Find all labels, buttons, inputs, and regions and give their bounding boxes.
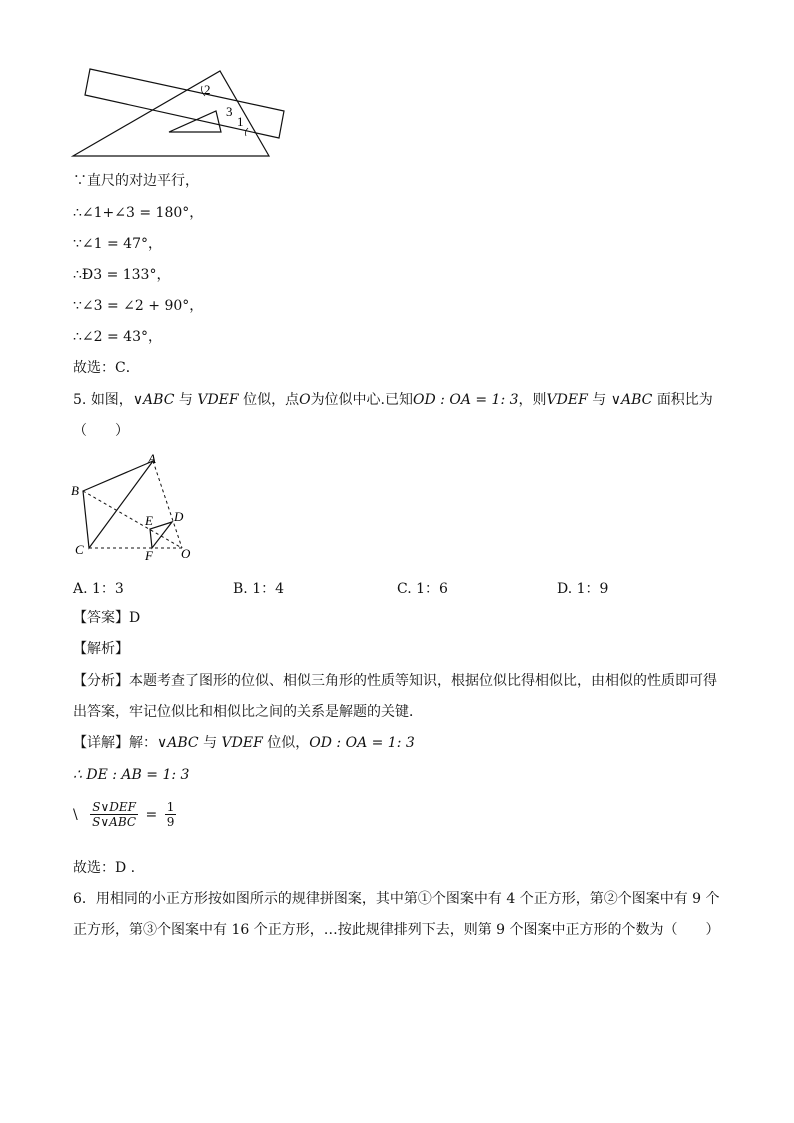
dashed-oa	[153, 461, 182, 548]
area-ratio-fraction	[73, 800, 176, 829]
fraction-prefix: \	[73, 806, 78, 823]
angle-label-1: 1	[237, 114, 244, 129]
q5-yu: 与	[178, 392, 193, 408]
detail-prefix: 【详解】解：	[73, 735, 157, 751]
point-label-b: B	[71, 483, 79, 498]
q6-line-2: 正方形，第③个图案中有 16 个正方形，…按此规律排列下去，则第 9 个图案中正方形的个数为（ ）	[73, 922, 720, 938]
option-d[interactable]: D. 1：9	[557, 581, 609, 597]
proof-line-7: 故选：C．	[73, 360, 140, 376]
proof-line-3: ∵∠1 = 47°，	[73, 236, 162, 252]
fraction-equals: =	[145, 806, 158, 823]
q5-stem-b: 位似，点	[243, 392, 300, 408]
proof-line-5: ∵∠3 = ∠2 + 90°，	[73, 298, 204, 314]
q5-number: 5.	[73, 392, 87, 408]
area-fraction	[90, 800, 138, 829]
analysis-line-2: 出答案，牢记位似比和相似比之间的关系是解题的关键．	[73, 704, 423, 720]
q5-tri-def-2: VDEF	[546, 392, 588, 408]
angle-label-3: 3	[226, 104, 233, 119]
proof-line-2: ∴∠1+∠3 = 180°，	[73, 205, 204, 221]
q5-point-o: O	[299, 392, 311, 408]
point-label-e: E	[145, 513, 153, 528]
detail-tri-abc: ∨ABC	[157, 735, 199, 751]
option-b[interactable]: B. 1：4	[233, 581, 285, 597]
angle-arc-1	[245, 128, 248, 136]
option-c[interactable]: C. 1：6	[397, 581, 448, 597]
homothety-figure	[70, 452, 200, 564]
q5-stem-e: 面积比为	[656, 392, 713, 408]
point-label-o: O	[181, 546, 191, 561]
option-a[interactable]: A. 1：3	[73, 581, 124, 597]
point-label-f: F	[145, 548, 153, 563]
value-fraction	[165, 800, 177, 829]
small-triangle	[169, 111, 221, 132]
point-label-c: C	[75, 542, 84, 557]
angle-label-2: 2	[204, 82, 211, 97]
proof-line-1: ∵直尺的对边平行，	[73, 173, 199, 189]
q5-tri-abc: ∨ABC	[132, 392, 175, 408]
fraction-numerator: S∨DEF	[90, 800, 138, 815]
choose-line: 故选：D .	[73, 860, 136, 876]
value-numerator: 1	[166, 800, 175, 814]
ruler-strip	[85, 69, 284, 138]
point-label-d: D	[174, 509, 184, 524]
answer-line: 【答案】D	[73, 610, 141, 626]
analysis-title: 【解析】	[73, 641, 129, 657]
q5-stem	[73, 391, 713, 409]
triangle-abc	[83, 461, 153, 548]
detail-mid: 位似，	[267, 735, 310, 751]
detail-line-2: ∴ DE : AB = 1: 3	[73, 767, 190, 783]
dashed-ob	[83, 491, 182, 548]
proof-line-6: ∴∠2 = 43°，	[73, 329, 162, 345]
q5-ratio: OD : OA = 1: 3	[413, 392, 519, 408]
detail-ratio: OD : OA = 1: 3	[309, 735, 415, 751]
analysis-line-1: 【分析】本题考查了图形的位似、相似三角形的性质等知识，根据位似比得相似比，由相似的性质即可得	[73, 673, 717, 689]
ruler-triangle-figure	[68, 64, 290, 160]
proof-line-4: ∴Ð3 = 133°，	[73, 267, 171, 283]
q5-yu-2: 与	[592, 392, 607, 408]
fraction-denominator: S∨ABC	[92, 815, 137, 829]
q5-stem-a: 如图，	[90, 392, 133, 408]
q6-line-1: 6．用相同的小正方形按如图所示的规律拼图案，其中第①个图案中有 4 个正方形，第②个图案中有 9 个	[73, 891, 720, 907]
triangle-def	[150, 522, 172, 548]
detail-tri-def: VDEF	[221, 735, 263, 751]
value-denominator: 9	[166, 815, 175, 829]
q5-stem-d: ，则	[518, 392, 547, 408]
q5-tri-abc-2: ∨ABC	[610, 392, 653, 408]
q5-stem-c: 为位似中心.已知	[310, 392, 414, 408]
detail-yu: 与	[203, 735, 218, 751]
q5-tri-def: VDEF	[197, 392, 239, 408]
detail-line-1	[73, 734, 415, 752]
q5-paren: （ ）	[73, 423, 129, 439]
point-label-a: A	[148, 452, 156, 466]
